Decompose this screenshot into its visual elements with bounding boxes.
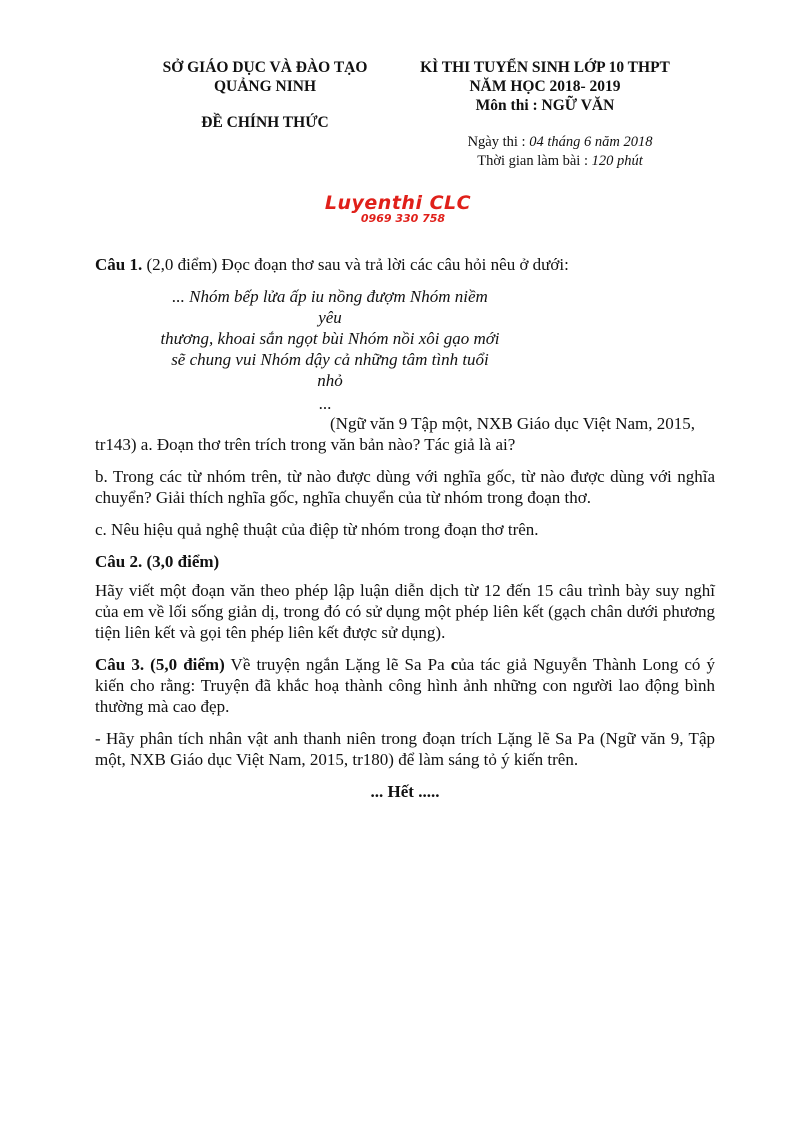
poem-line: sẽ chung vui Nhóm dậy cả những tâm tình tuổi nhỏ [171, 350, 489, 390]
question-3-text: Câu 3. (5,0 điểm) Về truyện ngắn Lặng lẽ Sa Pa của tác giả Nguyễn Thành Long có ý kiến cho rằng: Truyện đã khắc hoạ thành công hình ảnh những con người lao động bình thường mà cao đẹp. [95, 655, 715, 716]
watermark-logo [318, 193, 478, 225]
end-marker: ... Hết ..... [370, 782, 440, 801]
poem-excerpt [95, 286, 500, 391]
poem-line: ... Nhóm bếp lửa ấp iu nồng đượm Nhóm niềm yêu [172, 287, 488, 327]
exam-date: Ngày thi : 04 tháng 6 năm 2018 [467, 134, 653, 150]
question-1-part-a: tr143) a. Đoạn thơ trên trích trong văn bản nào? Tác giả là ai? [95, 435, 516, 454]
school-year: NĂM HỌC 2018- 2019 [469, 78, 621, 95]
poem-line: thương, khoai sắn ngọt bùi Nhóm nồi xôi gạo mới [160, 329, 500, 348]
poem-citation: (Ngữ văn 9 Tập một, NXB Giáo dục Việt Nam, 2015, [330, 414, 695, 433]
question-1-intro: Câu 1. (2,0 điểm) Đọc đoạn thơ sau và trả lời các câu hỏi nêu ở dưới: [95, 255, 569, 274]
department-header [150, 58, 380, 96]
question-1-part-c: c. Nêu hiệu quả nghệ thuật của điệp từ nhóm trong đoạn thơ trên. [95, 520, 539, 539]
logo-phone: 0969 330 758 [360, 212, 446, 225]
question-2-text: Hãy viết một đoạn văn theo phép lập luận diễn dịch từ 12 đến 15 câu trình bày suy nghĩ của em về lối sống giản dị, trong đó có sử dụng một phép liên kết (gạch chân dưới phương tiện liên kết và gọi tên phép liên kết được sử dụng). [95, 581, 715, 642]
exam-meta [430, 133, 690, 171]
official-exam-label: ĐỀ CHÍNH THỨC [201, 114, 329, 131]
question-1-part-b: b. Trong các từ nhóm trên, từ nào được dùng với nghĩa gốc, từ nào được dùng với nghĩa chuyển? Giải thích nghĩa gốc, nghĩa chuyển của từ nhóm trong đoạn thơ. [95, 467, 715, 507]
question-2-label: Câu 2. (3,0 điểm) [95, 552, 220, 571]
exam-header [405, 58, 685, 115]
province-name: QUẢNG NINH [213, 78, 317, 95]
exam-title: KÌ THI TUYỂN SINH LỚP 10 THPT [420, 59, 670, 76]
department-name: SỞ GIÁO DỤC VÀ ĐÀO TẠO [162, 59, 368, 76]
logo-name: Luyenthi CLC [324, 192, 472, 214]
exam-subject: Môn thi : NGỮ VĂN [475, 97, 615, 114]
exam-content [95, 254, 715, 802]
exam-duration: Thời gian làm bài : 120 phút [477, 153, 643, 169]
question-3-task: - Hãy phân tích nhân vật anh thanh niên trong đoạn trích Lặng lẽ Sa Pa (Ngữ văn 9, Tập một, NXB Giáo dục Việt Nam, 2015, tr180) để làm sáng tỏ ý kiến trên. [95, 729, 715, 769]
poem-ellipsis: ... [318, 394, 332, 413]
